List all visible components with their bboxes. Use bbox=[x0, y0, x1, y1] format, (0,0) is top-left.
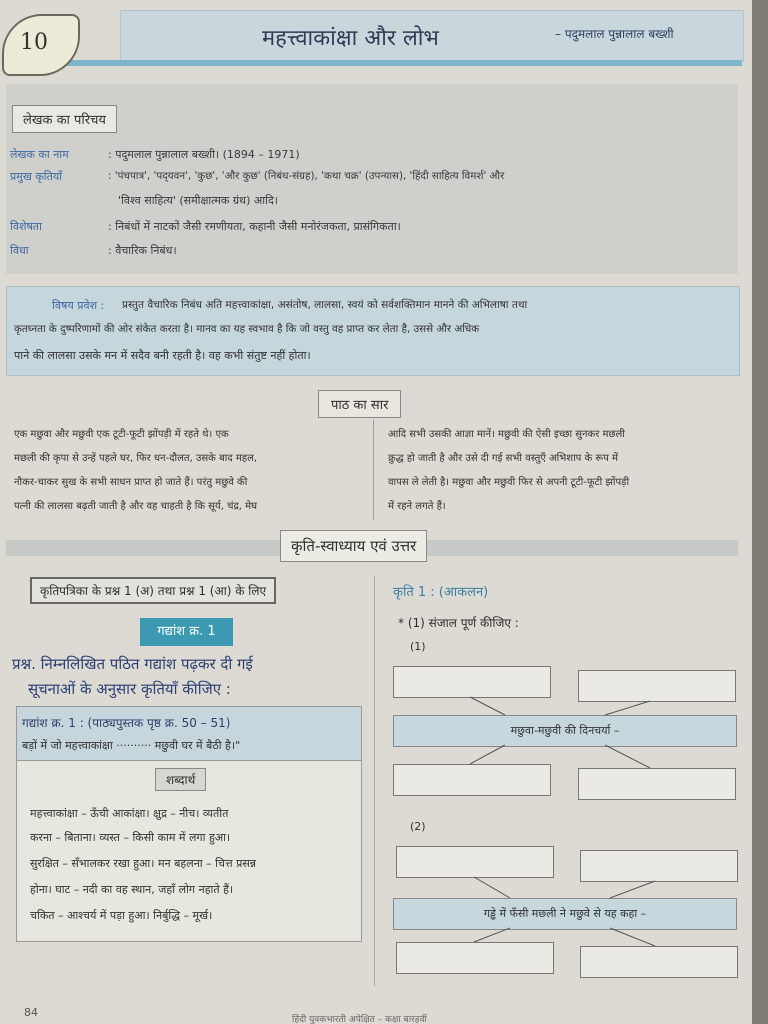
intro-label: विशेषता bbox=[10, 220, 42, 233]
intro-label: विधा bbox=[10, 244, 29, 257]
arrow-line bbox=[605, 745, 650, 768]
lesson-author: – पदुमलाल पुन्नालाल बख्शी bbox=[555, 27, 674, 41]
summary-right-line: में रहने लगते हैं। bbox=[388, 501, 446, 512]
subject-line: पाने की लालसा उसके मन में सदैव बनी रहती है। वह कभी संतुष्ट नहीं होता। bbox=[14, 349, 311, 362]
summary-right-line: क्रुद्ध हो जाती है और उसे दी गई सभी वस्तुएँ अभिशाप के रूप में bbox=[388, 453, 619, 464]
author-intro-heading: लेखक का परिचय bbox=[12, 105, 117, 133]
arrow-line bbox=[605, 701, 650, 715]
footer-text: हिंदी युवकभारती अपेक्षित – कक्षा बारहवीं bbox=[292, 1015, 427, 1024]
worksheet-label: कृतिपत्रिका के प्रश्न 1 (अ) तथा प्रश्न 1 (आ) के लिए bbox=[30, 577, 276, 604]
glossary-line: सुरक्षित – सँभालकर रखा हुआ। मन बहलना – चित्त प्रसन्न bbox=[30, 857, 257, 870]
page-edge bbox=[752, 0, 768, 1024]
subject-line: प्रस्तुत वैचारिक निबंध अति महत्त्वाकांक्षा, असंतोष, लालसा, स्वयं को सर्वशक्तिमान मानने की अभिलाषा तथा bbox=[122, 299, 528, 311]
subject-label: विषय प्रवेश : bbox=[52, 299, 105, 312]
summary-right-line: आदि सभी उसकी आज्ञा मानें। मछुवी की ऐसी इच्छा सुनकर मछली bbox=[388, 429, 625, 440]
arrow-line bbox=[474, 928, 510, 942]
summary-left-line: नौकर-चाकर सुख के सभी साधन प्राप्त हो जाते हैं। परंतु मछुवे की bbox=[14, 477, 248, 488]
arrow-line bbox=[610, 881, 655, 898]
summary-right-line: वापस ले लेती है। मछुवा और मछुवी फिर से अपनी टूटी-फूटी झोंपड़ी bbox=[388, 477, 630, 488]
subject-line: कृतघ्नता के दुष्परिणामों की ओर संकेत करता है। मानव का यह स्वभाव है कि जो वस्तु वह प्राप्त कर लेता है, उससे और अधिक bbox=[14, 323, 480, 335]
arrow-line bbox=[474, 877, 510, 898]
lesson-title: महत्त्वाकांक्षा और लोभ bbox=[262, 26, 439, 51]
passage-text: बड़ों में जो महत्त्वाकांक्षा ·········· मछुवी घर में बैठी है।" bbox=[22, 739, 241, 752]
question-line: सूचनाओं के अनुसार कृतियाँ कीजिए : bbox=[28, 680, 231, 698]
activity-heading: कृति 1 : (आकलन) bbox=[393, 585, 489, 600]
web-number: (1) bbox=[410, 640, 426, 653]
web-center-label: मछुवा-मछुवी की दिनचर्या – bbox=[393, 715, 737, 747]
question-line: प्रश्न. निम्नलिखित पठित गद्यांश पढ़कर दी गई bbox=[12, 655, 253, 673]
arrow-line bbox=[610, 928, 655, 946]
intro-label: प्रमुख कृतियाँ bbox=[10, 170, 63, 183]
exercise-heading: कृति-स्वाध्याय एवं उत्तर bbox=[280, 530, 427, 562]
page-number: 84 bbox=[24, 1006, 38, 1019]
web-number: (2) bbox=[410, 820, 426, 833]
glossary-line: करना – बिताना। व्यस्त – किसी काम में लगा हुआ। bbox=[30, 831, 231, 844]
arrow-line bbox=[470, 745, 505, 764]
arrow-line bbox=[470, 697, 505, 715]
intro-value: : वैचारिक निबंध। bbox=[108, 244, 177, 257]
passage-reference: गद्यांश क्र. 1 : (पाठ्यपुस्तक पृष्ठ क्र. 50 – 51) bbox=[22, 716, 231, 730]
glossary-tag: शब्दार्थ bbox=[155, 768, 206, 791]
summary-heading: पाठ का सार bbox=[318, 390, 401, 418]
glossary-line: होना। घाट – नदी का वह स्थान, जहाँ लोग नहाते हैं। bbox=[30, 883, 234, 896]
summary-left-line: पत्नी की लालसा बढ़ती जाती है और वह चाहती है कि सूर्य, चंद्र, मेघ bbox=[14, 501, 258, 512]
intro-value: 'विश्व साहित्य' (समीक्षात्मक ग्रंथ) आदि। bbox=[118, 194, 278, 207]
glossary-line: चकित – आश्चर्य में पड़ा हुआ। निर्बुद्धि – मूर्ख। bbox=[30, 909, 213, 922]
intro-value: : पदुमलाल पुन्नालाल बख्शी। (1894 – 1971) bbox=[108, 148, 300, 161]
activity-instruction: * (1) संजाल पूर्ण कीजिए : bbox=[398, 616, 519, 630]
web-center-label: गड्ढे में फँसी मछली ने मछुवे से यह कहा – bbox=[393, 898, 737, 930]
summary-left-line: एक मछुवा और मछुवी एक टूटी-फूटी झोंपड़ी में रहते थे। एक bbox=[14, 429, 229, 440]
passage-tag: गद्यांश क्र. 1 bbox=[140, 618, 233, 646]
glossary-line: महत्त्वाकांक्षा – ऊँची आकांक्षा। क्षुद्र – नीच। व्यतीत bbox=[30, 807, 229, 820]
chapter-number: 10 bbox=[20, 30, 48, 55]
intro-value: : निबंधों में नाटकों जैसी रमणीयता, कहानी जैसी मनोरंजकता, प्रासंगिकता। bbox=[108, 220, 401, 233]
intro-value: : 'पंचपात्र', 'पद्‌यवन', 'कुछ', 'और कुछ' (निबंध-संग्रह), 'कथा चक्र' (उपन्यास), 'हिंदी साहित्य विमर्श' और bbox=[108, 170, 505, 182]
intro-label: लेखक का नाम bbox=[10, 148, 69, 161]
summary-left-line: मछली की कृपा से उन्हें पहले घर, फिर धन-दौलत, उसके बाद महल, bbox=[14, 453, 258, 464]
